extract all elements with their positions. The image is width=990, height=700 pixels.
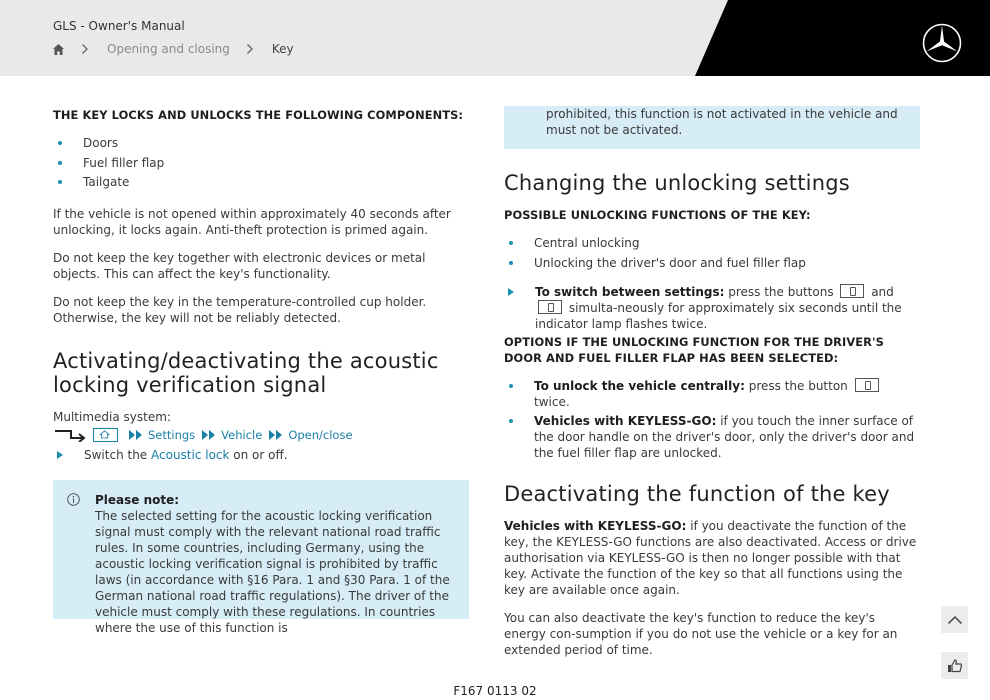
list-item: Vehicles with KEYLESS-GO: if you touch the inner surface of the door handle on the driver's door, only the driver's door and the fuel filler flap are unlocked. bbox=[504, 413, 920, 461]
thumbs-icon bbox=[947, 659, 963, 673]
manual-title: GLS - Owner's Manual bbox=[53, 19, 185, 33]
scroll-to-top-button[interactable] bbox=[941, 606, 968, 633]
possible-functions-heading: POSSIBLE UNLOCKING FUNCTIONS OF THE KEY: bbox=[504, 208, 811, 222]
list-item: Unlocking the driver's door and fuel filler flap bbox=[504, 255, 920, 271]
home-button-icon[interactable] bbox=[93, 428, 118, 442]
section-title-changing: Changing the unlocking settings bbox=[504, 171, 850, 195]
list-item: Central unlocking bbox=[504, 235, 920, 251]
arrow-bullet-icon bbox=[508, 288, 514, 296]
key-lock-button-icon bbox=[538, 300, 562, 314]
list-item: Tailgate bbox=[53, 174, 469, 190]
double-chevron-icon bbox=[268, 429, 284, 441]
enter-arrow-icon bbox=[53, 428, 87, 442]
breadcrumb-key: Key bbox=[271, 42, 294, 56]
note-title: Please note: bbox=[95, 493, 180, 507]
document-code: F167 0113 02 bbox=[453, 684, 537, 698]
paragraph-energy: You can also deactivate the key's function to reduce the key's energy con-sumption if you do not use the vehicle or a key for an extended period of time. bbox=[504, 611, 898, 658]
section-title-acoustic: Activating/deactivating the acoustic locking verification signal bbox=[53, 349, 439, 398]
note-text: The selected setting for the acoustic locking verification signal must comply with the relevant national road traffic rules. In some countries, including Germany, using the acoustic locking verification signal is prohibited by traffic laws (in accordance with §16 Para. 1 and §30 Para. 1 of the German national road traffic regulations). The driver of the vehicle must comply with these regulations. In countries where the use of this function is bbox=[95, 509, 450, 635]
functions-list bbox=[504, 235, 920, 271]
key-unlock-button-icon bbox=[855, 378, 879, 392]
list-item: To unlock the vehicle centrally: press the button twice. bbox=[504, 378, 920, 410]
section-title-deactivating: Deactivating the function of the key bbox=[504, 482, 890, 507]
note-box bbox=[53, 480, 469, 635]
components-heading: THE KEY LOCKS AND UNLOCKS THE FOLLOWING COMPONENTS: bbox=[53, 108, 464, 122]
mercedes-star-logo[interactable] bbox=[921, 22, 963, 64]
path-settings[interactable]: Settings bbox=[148, 428, 196, 443]
double-chevron-icon bbox=[128, 429, 144, 441]
options-list bbox=[504, 378, 920, 462]
chevron-right-icon bbox=[244, 43, 256, 55]
components-list bbox=[53, 135, 469, 190]
paragraph-relock: If the vehicle is not opened within approximately 40 seconds after unlocking, it locks again. Anti-theft protection is primed again. bbox=[53, 207, 451, 238]
key-unlock-button-icon bbox=[840, 284, 864, 298]
path-open-close[interactable]: Open/close bbox=[288, 428, 353, 443]
breadcrumb-opening-and-closing[interactable]: Opening and closing bbox=[107, 42, 230, 56]
switch-acoustic-instruction: Switch the Acoustic lock on or off. bbox=[53, 447, 469, 463]
paragraph-deactivate: Vehicles with KEYLESS-GO: if you deactivate the function of the key, the KEYLESS-GO functions are also deactivated. Access or drive authorisation via KEYLESS-GO is then no longer possible with that key. Activate the function of the key so that all functions using the key are available once again. bbox=[504, 519, 917, 598]
home-icon[interactable] bbox=[52, 43, 65, 56]
switch-settings-instruction: To switch between settings: press the buttons and simulta-neously for approximately six seconds until the indicator lamp flashes twice. bbox=[504, 284, 920, 332]
note-box-continued bbox=[504, 106, 920, 149]
arrow-bullet-icon bbox=[57, 451, 63, 459]
paragraph-electronic-devices: Do not keep the key together with electronic devices or metal objects. This can affect the key's functionality. bbox=[53, 251, 426, 282]
info-icon bbox=[67, 493, 80, 506]
multimedia-label: Multimedia system: bbox=[53, 410, 171, 425]
left-column bbox=[53, 76, 469, 463]
multimedia-path bbox=[53, 427, 469, 443]
acoustic-lock-link[interactable]: Acoustic lock bbox=[151, 448, 230, 463]
double-chevron-icon bbox=[201, 429, 217, 441]
breadcrumb bbox=[52, 42, 294, 56]
note-continued-text: prohibited, this function is not activated in the vehicle and must not be activated. bbox=[546, 107, 898, 137]
list-item: Doors bbox=[53, 135, 469, 151]
paragraph-cup-holder: Do not keep the key in the temperature-controlled cup holder. Otherwise, the key will not be reliably detected. bbox=[53, 295, 427, 326]
path-vehicle[interactable]: Vehicle bbox=[221, 428, 263, 443]
chevron-up-icon bbox=[947, 615, 963, 625]
chevron-right-icon bbox=[79, 43, 91, 55]
list-item: Fuel filler flap bbox=[53, 155, 469, 171]
page-header bbox=[0, 0, 990, 76]
right-column bbox=[504, 171, 920, 658]
options-heading: OPTIONS IF THE UNLOCKING FUNCTION FOR THE DRIVER'S DOOR AND FUEL FILLER FLAP HAS BEEN SELECTED: bbox=[504, 334, 884, 365]
feedback-button[interactable] bbox=[941, 652, 968, 679]
